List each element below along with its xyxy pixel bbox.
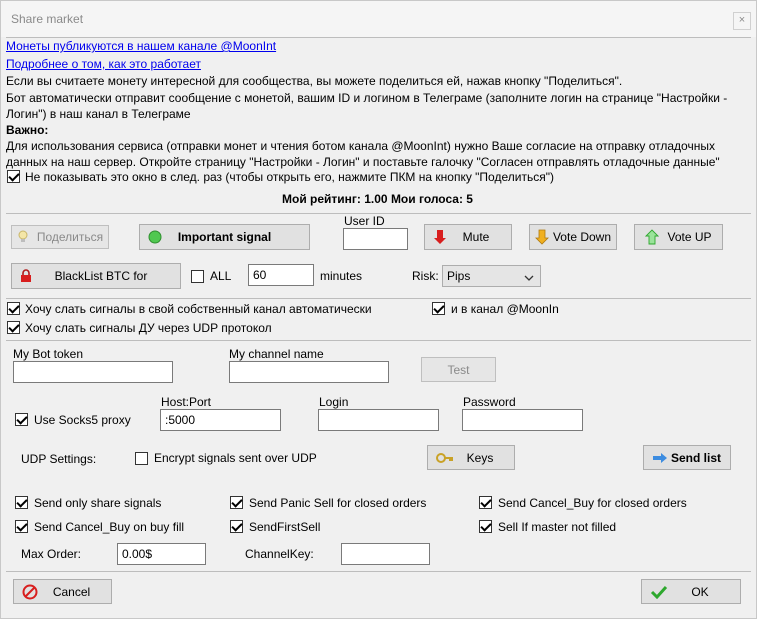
- moonin-channel-checkbox[interactable]: [432, 302, 445, 315]
- lock-icon: [20, 269, 32, 283]
- key-icon: [436, 452, 454, 464]
- arrow-up-icon: [645, 229, 659, 245]
- lightbulb-icon: [17, 230, 29, 244]
- important-heading: Важно:: [6, 123, 49, 137]
- info-text-line: Логин") в наш канал в Телеграме: [6, 107, 191, 121]
- user-id-label: User ID: [344, 214, 385, 228]
- dont-show-label: Не показывать это окно в след. раз (чтобы открыть его, нажмите ПКМ на кнопку "Поделиться"): [25, 170, 554, 184]
- encrypt-label: Encrypt signals sent over UDP: [154, 451, 317, 465]
- udp-checkbox[interactable]: [7, 321, 20, 334]
- max-order-input[interactable]: 0.00$: [117, 543, 206, 565]
- ok-button[interactable]: [641, 579, 741, 604]
- vote-up-button[interactable]: [634, 224, 723, 250]
- socks5-checkbox[interactable]: [15, 413, 28, 426]
- keys-label: Keys: [466, 450, 494, 465]
- info-text-line: данных на наш сервер. Откройте страницу "Настройки - Логин" и поставьте галочку "Согласен отправлять отладочные данные": [6, 155, 720, 169]
- checkmark-icon: [650, 585, 668, 599]
- info-text-line: Если вы считаете монету интересной для сообщества, вы можете поделиться ей, нажав кнопку "Поделиться".: [6, 74, 623, 88]
- send-cancel-buy-fill-checkbox[interactable]: [15, 520, 28, 533]
- vote-up-label: Vote UP: [667, 230, 712, 244]
- divider: [6, 298, 751, 299]
- blacklist-label: BlackList BTC for: [54, 269, 148, 283]
- share-label: Поделиться: [36, 230, 104, 244]
- login-input[interactable]: [318, 409, 439, 431]
- cancel-button[interactable]: [13, 579, 112, 604]
- udp-settings-label: UDP Settings:: [21, 452, 97, 466]
- title-bar: [1, 1, 756, 37]
- all-label: ALL: [210, 269, 232, 283]
- host-port-label: Host:Port: [161, 395, 212, 409]
- keys-button[interactable]: [427, 445, 515, 470]
- max-order-label: Max Order:: [21, 547, 82, 561]
- all-checkbox[interactable]: [191, 270, 204, 283]
- vote-down-label: Vote Down: [552, 230, 612, 244]
- login-label: Login: [319, 395, 349, 409]
- password-input[interactable]: [462, 409, 583, 431]
- channel-name-input[interactable]: [229, 361, 389, 383]
- chevron-down-icon: [524, 270, 534, 286]
- send-only-share-checkbox[interactable]: [15, 496, 28, 509]
- important-signal-button[interactable]: [139, 224, 310, 250]
- socks5-label: Use Socks5 proxy: [34, 413, 131, 427]
- dont-show-checkbox[interactable]: [7, 170, 20, 183]
- bot-token-input[interactable]: [13, 361, 173, 383]
- minutes-input[interactable]: 60: [248, 264, 314, 286]
- divider: [6, 571, 751, 572]
- channel-name-label: My channel name: [229, 347, 324, 361]
- channel-link[interactable]: Монеты публикуются в нашем канале @MoonInt: [6, 39, 277, 53]
- send-panic-sell-checkbox[interactable]: [230, 496, 243, 509]
- ok-label: OK: [691, 584, 709, 599]
- risk-selected-value: Pips: [447, 269, 471, 283]
- cancel-label: Cancel: [52, 584, 91, 599]
- info-text-line: Для использования сервиса (отправки монет и чтения ботом канала @MoonInt) нужно Ваше согласие на отправку отладочных: [6, 139, 715, 153]
- send-list-button[interactable]: [643, 445, 731, 470]
- vote-down-button[interactable]: [529, 224, 617, 250]
- sell-if-master-label: Sell If master not filled: [498, 520, 617, 534]
- user-id-input[interactable]: [343, 228, 408, 250]
- cancel-icon: [22, 584, 38, 600]
- share-button[interactable]: [11, 225, 109, 249]
- channel-key-input[interactable]: [341, 543, 430, 565]
- divider: [6, 340, 751, 341]
- blacklist-button[interactable]: [11, 263, 181, 289]
- risk-select[interactable]: [442, 265, 541, 287]
- sell-if-master-checkbox[interactable]: [479, 520, 492, 533]
- rating-text: Мой рейтинг: 1.00 Мои голоса: 5: [282, 192, 473, 206]
- mute-label: Mute: [462, 230, 490, 244]
- send-panic-sell-label: Send Panic Sell for closed orders: [249, 496, 427, 510]
- encrypt-checkbox[interactable]: [135, 452, 148, 465]
- send-first-sell-checkbox[interactable]: [230, 520, 243, 533]
- mute-button[interactable]: [424, 224, 512, 250]
- test-label: Test: [447, 362, 470, 377]
- more-info-link[interactable]: Подробнее о том, как это работает: [6, 57, 201, 71]
- send-first-sell-label: SendFirstSell: [249, 520, 321, 534]
- arrow-right-icon: [652, 452, 668, 464]
- info-text-line: Бот автоматически отправит сообщение с монетой, вашим ID и логином в Телеграме (заполните логин на странице "Настройки -: [6, 91, 728, 105]
- window-title: Share market: [11, 12, 84, 26]
- host-port-input[interactable]: :5000: [160, 409, 281, 431]
- channel-key-label: ChannelKey:: [245, 547, 314, 561]
- arrow-down-red-icon: [433, 229, 447, 245]
- password-label: Password: [463, 395, 516, 409]
- send-only-share-label: Send only share signals: [34, 496, 162, 510]
- test-button[interactable]: [421, 357, 496, 382]
- arrow-down-icon: [535, 229, 549, 245]
- send-cancel-buy-closed-checkbox[interactable]: [479, 496, 492, 509]
- green-dot-icon: [148, 230, 162, 244]
- udp-label: Хочу слать сигналы ДУ через UDP протокол: [25, 321, 272, 335]
- risk-label: Risk:: [412, 269, 439, 283]
- bot-token-label: My Bot token: [13, 347, 84, 361]
- own-channel-checkbox[interactable]: [7, 302, 20, 315]
- moonin-channel-label: и в канал @MoonIn: [451, 302, 559, 316]
- minutes-label: minutes: [320, 269, 363, 283]
- send-cancel-buy-closed-label: Send Cancel_Buy for closed orders: [498, 496, 687, 510]
- send-cancel-buy-fill-label: Send Cancel_Buy on buy fill: [34, 520, 185, 534]
- important-signal-label: Important signal: [177, 230, 272, 244]
- own-channel-label: Хочу слать сигналы в свой собственный канал автоматически: [25, 302, 372, 316]
- send-list-label: Send list: [670, 450, 721, 465]
- divider: [6, 37, 751, 38]
- close-icon[interactable]: ×: [733, 12, 751, 30]
